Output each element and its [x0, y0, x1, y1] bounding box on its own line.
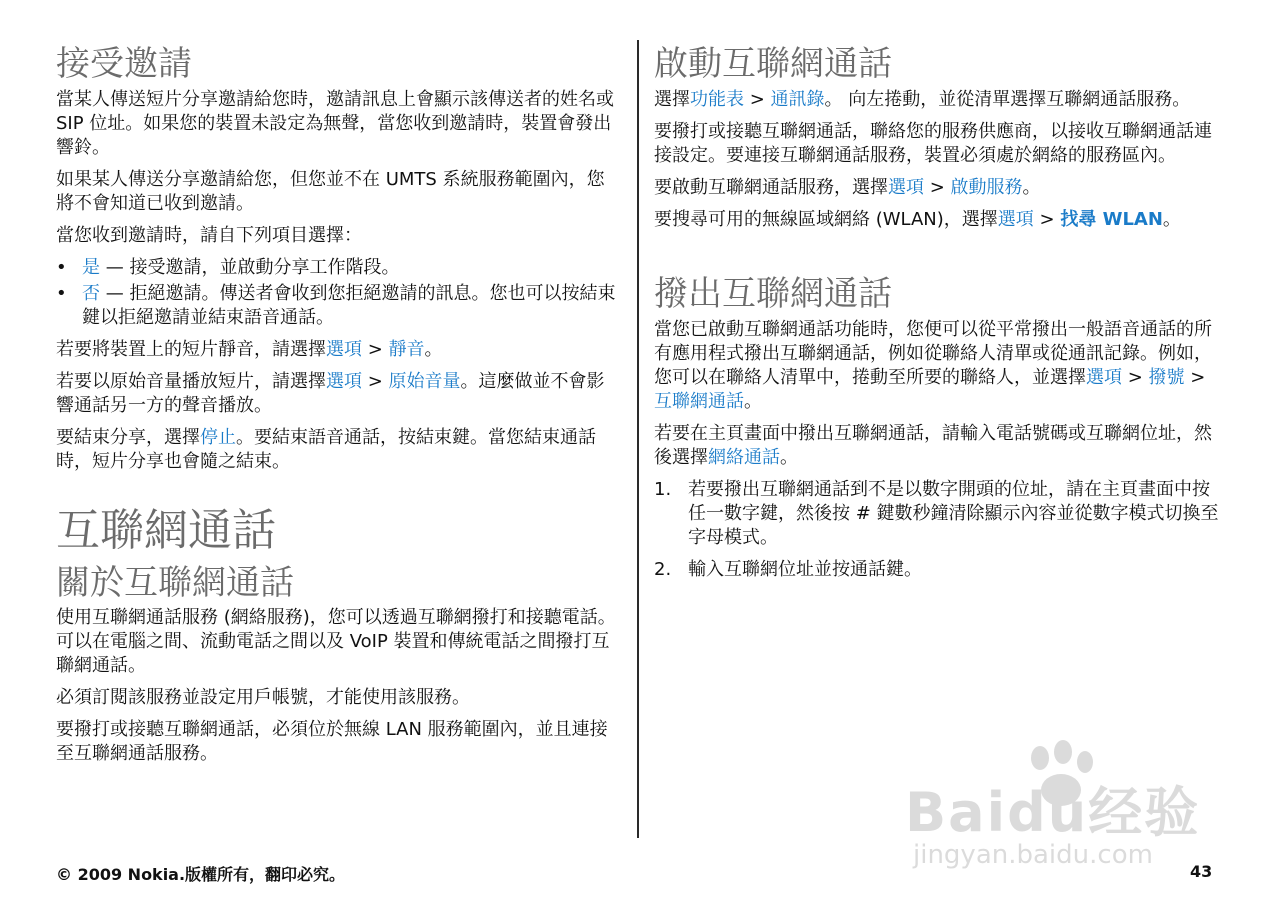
step-number: 1. [654, 479, 672, 500]
paragraph-activate-4 [654, 208, 1222, 232]
paragraph: 當您收到邀請時，請自下列項目選擇： [56, 225, 362, 246]
menu-separator: > [362, 339, 389, 360]
menu-option-options: 選項 [888, 177, 924, 198]
list-item [56, 282, 622, 330]
menu-separator: > [1033, 209, 1061, 230]
text: 若要在主頁畫面中撥出互聯網通話，請輸入電話號碼或互聯網位址，然後選擇 [654, 423, 1212, 468]
menu-separator: > [1184, 367, 1206, 388]
right-column [654, 38, 1222, 590]
menu-option-activate-service: 啟動服務 [950, 177, 1023, 198]
paragraph-stop [56, 426, 622, 474]
option-description: — 接受邀請，並啟動分享工作階段。 [100, 257, 400, 278]
left-column [56, 38, 622, 774]
text: 要啟動互聯網通話服務，選擇 [654, 177, 888, 198]
paragraph-activate-3 [654, 176, 1222, 200]
step-text: 若要撥出互聯網通話到不是以數字開頭的位址，請在主頁畫面中按任一數字鍵，然後按 # 鍵數秒鐘清除顯示內容並從數字模式切換至字母模式。 [688, 479, 1219, 548]
option-description: — 拒絕邀請。傳送者會收到您拒絕邀請的訊息。您也可以按結束鍵以拒絕邀請並結束語音通話。 [82, 283, 616, 328]
bullet-icon: • [56, 257, 67, 278]
menu-option-options: 選項 [1086, 367, 1122, 388]
menu-option-dial: 撥號 [1148, 367, 1185, 388]
option-yes: 是 [82, 257, 100, 278]
step-text: 輸入互聯網位址並按通話鍵。 [688, 559, 922, 580]
list-item [56, 256, 622, 280]
text: 要結束分享，選擇 [56, 427, 200, 448]
section-title-about: 關於互聯網通話 [56, 563, 294, 603]
text: 當您已啟動互聯網通話功能時，您便可以從平常撥出一般語音通話的所有應用程式撥出互聯網通話，例如從聯絡人清單或從通訊記錄。例如，您可以在聯絡人清單中，捲動至所要的聯絡人，並選擇 [654, 319, 1212, 388]
paragraph: 當某人傳送短片分享邀請給您時，邀請訊息上會顯示該傳送者的姓名或 SIP 位址。如果您的裝置未設定為無聲，當您收到邀請時，裝置會發出響鈴。 [56, 89, 614, 158]
step-number: 2. [654, 559, 672, 580]
menu-separator: > [362, 371, 389, 392]
menu-option-mute: 靜音 [388, 339, 425, 360]
text: 要搜尋可用的無線區域網絡 (WLAN)，選擇 [654, 209, 998, 230]
menu-option-internet-call: 互聯網通話 [654, 391, 744, 412]
menu-option-options: 選項 [326, 339, 362, 360]
paragraph-dial-2 [654, 422, 1222, 470]
paragraph: 使用互聯網通話服務 (網絡服務)，您可以透過互聯網撥打和接聽電話。可以在電腦之間、流動電話之間以及 VoIP 裝置和傳統電話之間撥打互聯網通話。 [56, 607, 616, 676]
section-title-accept-invite: 接受邀請 [56, 44, 192, 84]
section-title-dial: 撥出互聯網通話 [654, 274, 892, 314]
invite-options-list [56, 256, 622, 330]
option-no: 否 [82, 283, 100, 304]
menu-option-original-volume: 原始音量 [388, 371, 461, 392]
baidu-watermark [905, 740, 1205, 870]
menu-option-contacts: 通訊錄 [770, 89, 825, 110]
menu-option-options: 選項 [326, 371, 362, 392]
text: 。 [780, 447, 798, 468]
text: 。要結束語音通話，按結束鍵。當您結束通話時，短片分享也會隨之結束。 [56, 427, 596, 472]
menu-separator: > [744, 89, 771, 110]
list-item [654, 558, 1222, 582]
text: 。這麼做並不會影響通話另一方的聲音播放。 [56, 371, 605, 416]
chapter-title-internet-call: 互聯網通話 [56, 505, 276, 556]
page-number: 43 [1190, 862, 1213, 881]
menu-option-net-call: 網絡通話 [708, 447, 780, 468]
text: 。 向左捲動，並從清單選擇互聯網通話服務。 [824, 89, 1191, 110]
menu-option-options: 選項 [997, 209, 1034, 230]
list-item [654, 478, 1222, 550]
menu-option-find-wlan: 找尋 WLAN [1060, 209, 1163, 230]
paragraph: 要撥打或接聽互聯網通話，聯絡您的服務供應商，以接收互聯網通話連接設定。要連接互聯網通話服務，裝置必須處於網絡的服務區內。 [654, 121, 1212, 166]
bullet-icon: • [56, 283, 67, 304]
paragraph: 必須訂閱該服務並設定用戶帳號，才能使用該服務。 [56, 687, 470, 708]
text: 選擇 [654, 89, 690, 110]
menu-separator: > [924, 177, 951, 198]
copyright: © 2009 Nokia.版權所有，翻印必究。 [56, 865, 346, 884]
paragraph: 要撥打或接聽互聯網通話，必須位於無線 LAN 服務範圍內，並且連接至互聯網通話服務。 [56, 719, 608, 764]
text: 。 [1022, 177, 1041, 198]
paragraph-dial-1 [654, 318, 1222, 414]
watermark-url: jingyan.baidu.com [913, 840, 1153, 870]
text: 若要將裝置上的短片靜音，請選擇 [56, 339, 326, 360]
column-divider [637, 40, 639, 838]
paragraph-activate-1 [654, 88, 1222, 112]
text: 。 [424, 339, 443, 360]
paragraph: 如果某人傳送分享邀請給您，但您並不在 UMTS 系統服務範圍內，您將不會知道已收到邀請。 [56, 169, 605, 214]
watermark-logo: Baidu经验 [905, 781, 1201, 844]
menu-separator: > [1122, 367, 1149, 388]
menu-option-menu: 功能表 [690, 89, 744, 110]
paragraph-original-volume [56, 370, 622, 418]
dial-steps-list [654, 478, 1222, 582]
paragraph-mute [56, 338, 622, 362]
text: 。 [744, 391, 762, 412]
text: 若要以原始音量播放短片，請選擇 [56, 371, 326, 392]
menu-option-stop: 停止 [200, 427, 236, 448]
section-title-activate: 啟動互聯網通話 [654, 44, 892, 84]
text: 。 [1162, 209, 1181, 230]
